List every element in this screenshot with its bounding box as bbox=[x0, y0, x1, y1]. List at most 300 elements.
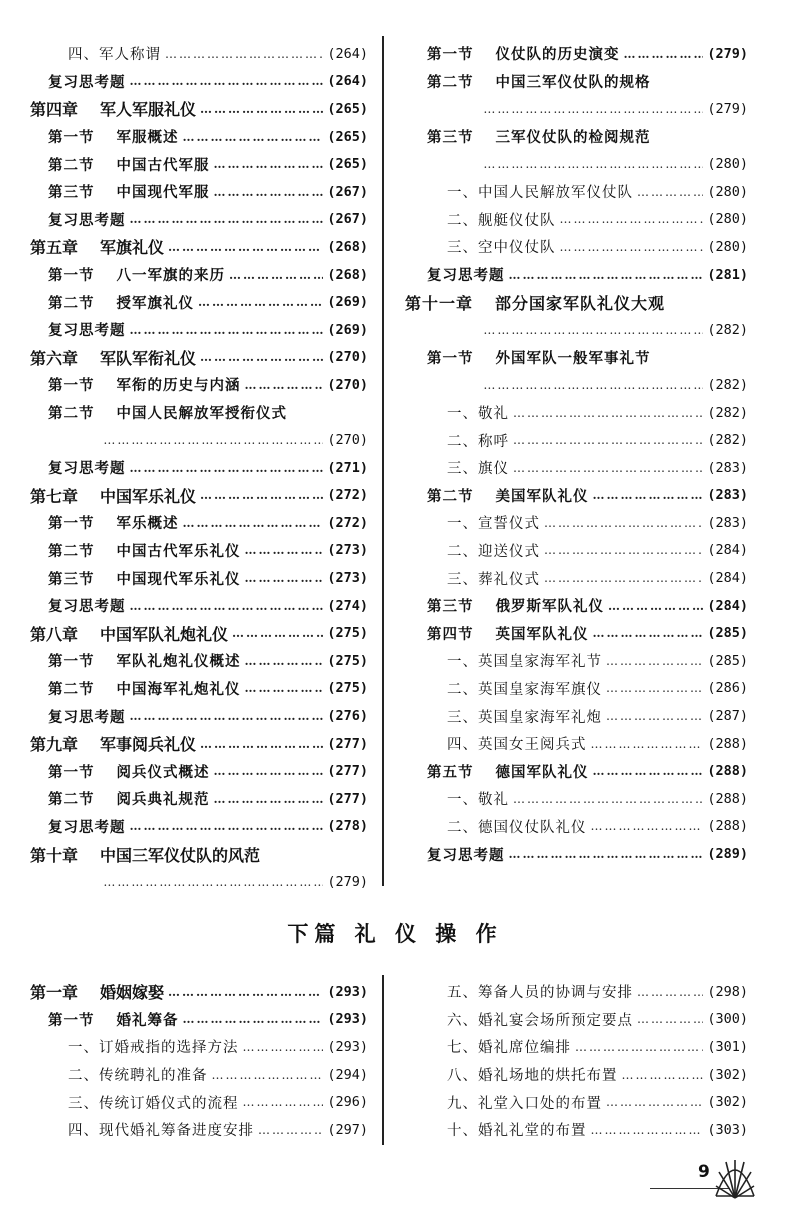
leader-dots bbox=[606, 709, 703, 723]
toc-entry bbox=[405, 730, 748, 758]
leader-dots bbox=[168, 240, 323, 254]
toc-entry bbox=[30, 978, 368, 1006]
toc-page-number: (269) bbox=[327, 321, 368, 338]
toc-entry-title: 一、敬礼 bbox=[447, 406, 509, 423]
toc-page-number: (277) bbox=[327, 763, 368, 780]
toc-entry-number: 第一节 bbox=[427, 349, 474, 367]
toc-entry-title: 部分国家军队礼仪大观 bbox=[495, 293, 666, 313]
toc-entry bbox=[405, 1033, 748, 1061]
toc-entry bbox=[405, 564, 748, 592]
toc-entry bbox=[405, 344, 748, 372]
leader-dots bbox=[183, 1012, 324, 1026]
leader-dots bbox=[637, 985, 703, 999]
leader-dots bbox=[624, 47, 704, 61]
toc-entry-number: 第二节 bbox=[48, 405, 95, 423]
toc-entry-title: 俄罗斯军队礼仪 bbox=[495, 598, 604, 616]
toc-entry bbox=[30, 206, 368, 234]
toc-entry bbox=[405, 454, 748, 482]
toc-entry bbox=[30, 1033, 368, 1061]
toc-page-number: (293) bbox=[327, 1038, 368, 1055]
toc-entry-title: 四、英国女王阅兵式 bbox=[447, 737, 587, 754]
toc-entry bbox=[30, 1116, 368, 1144]
toc-entry-number: 第一节 bbox=[48, 653, 95, 671]
toc-entry bbox=[405, 40, 748, 68]
toc-entry bbox=[30, 288, 368, 316]
toc-page-number: (267) bbox=[327, 211, 368, 228]
toc-entry-number: 第二节 bbox=[427, 73, 474, 91]
toc-entry-title: 婚礼筹备 bbox=[116, 1011, 179, 1029]
toc-entry-number: 第二节 bbox=[427, 487, 474, 505]
toc-page-number: (272) bbox=[327, 514, 368, 531]
leader-dots bbox=[593, 764, 704, 778]
toc-entry bbox=[30, 702, 368, 730]
toc-page-number: (293) bbox=[327, 1011, 368, 1028]
toc-page-number: (288) bbox=[707, 763, 748, 780]
leader-dots bbox=[591, 1123, 704, 1137]
toc-page-number: (294) bbox=[327, 1066, 368, 1083]
toc-entry bbox=[30, 123, 368, 151]
leader-dots bbox=[212, 1068, 324, 1082]
leader-dots bbox=[165, 47, 323, 61]
toc-entry-title: 中国军乐礼仪 bbox=[100, 486, 197, 506]
toc-page-number: (279) bbox=[707, 45, 748, 62]
toc-page-number: (281) bbox=[707, 266, 748, 283]
toc-entry-title: 八一军旗的来历 bbox=[116, 267, 225, 285]
toc-page-number: (264) bbox=[327, 45, 368, 62]
toc-page-number: (277) bbox=[327, 790, 368, 807]
toc-page-number: (271) bbox=[327, 459, 368, 476]
toc-entry bbox=[30, 619, 368, 647]
toc-entry-number: 第一章 bbox=[30, 983, 79, 1003]
toc-page-number: (277) bbox=[327, 735, 368, 752]
toc-entry-title: 军旗礼仪 bbox=[100, 238, 165, 258]
toc-page-number: (280) bbox=[707, 211, 748, 228]
toc-entry-number: 第二节 bbox=[48, 294, 95, 312]
toc-page-number: (265) bbox=[327, 128, 368, 145]
toc-entry-title: 一、宣誓仪式 bbox=[447, 516, 540, 533]
leader-dots bbox=[183, 130, 324, 144]
leader-dots bbox=[198, 295, 323, 309]
toc-entry bbox=[405, 399, 748, 427]
leader-dots bbox=[130, 323, 324, 337]
toc-entry-number: 第五章 bbox=[30, 238, 79, 258]
toc-entry bbox=[30, 1061, 368, 1089]
toc-entry-number: 第一节 bbox=[48, 763, 95, 781]
toc-entry-number: 第一节 bbox=[48, 515, 95, 533]
toc-entry bbox=[405, 619, 748, 647]
toc-entry-title: 德国军队礼仪 bbox=[495, 763, 589, 781]
leader-dots bbox=[560, 240, 704, 254]
leader-dots bbox=[593, 626, 704, 640]
toc-entry-number: 第三节 bbox=[48, 570, 95, 588]
toc-entry-title: 中国现代军乐礼仪 bbox=[116, 570, 241, 588]
toc-page-number: (269) bbox=[327, 294, 368, 311]
leader-dots bbox=[591, 819, 704, 833]
toc-entry bbox=[30, 757, 368, 785]
toc-entry bbox=[405, 482, 748, 510]
toc-entry bbox=[30, 537, 368, 565]
toc-page-number: (267) bbox=[327, 183, 368, 200]
toc-entry bbox=[405, 1061, 748, 1089]
toc-entry bbox=[30, 785, 368, 813]
toc-page-number: (286) bbox=[707, 680, 748, 697]
toc-page-number: (285) bbox=[707, 652, 748, 669]
toc-page-number: (275) bbox=[327, 625, 368, 642]
toc-entry-number: 第二节 bbox=[48, 542, 95, 560]
toc-entry-title: 一、敬礼 bbox=[447, 792, 509, 809]
toc-entry-number: 第一节 bbox=[48, 377, 95, 395]
leader-dots bbox=[513, 461, 703, 475]
leader-dots bbox=[544, 516, 703, 530]
toc-entry bbox=[30, 454, 368, 482]
toc-entry bbox=[30, 233, 368, 261]
toc-entry bbox=[30, 399, 368, 427]
toc-entry-title: 二、称呼 bbox=[447, 433, 509, 450]
toc-entry bbox=[30, 509, 368, 537]
toc-entry bbox=[30, 1006, 368, 1034]
toc-entry bbox=[405, 785, 748, 813]
toc-page-number: (280) bbox=[707, 156, 748, 173]
toc-entry-title: 一、中国人民解放军仪仗队 bbox=[447, 185, 633, 202]
toc-column-bottom-right bbox=[405, 978, 748, 1144]
shell-ornament-icon bbox=[712, 1150, 758, 1202]
leader-dots bbox=[606, 1095, 703, 1109]
leader-dots bbox=[229, 268, 323, 282]
leader-dots bbox=[591, 737, 704, 751]
toc-entry-title: 美国军队礼仪 bbox=[495, 487, 589, 505]
toc-entry-title: 五、筹备人员的协调与安排 bbox=[447, 985, 633, 1002]
toc-page-number: (296) bbox=[327, 1094, 368, 1111]
toc-page-number: (288) bbox=[707, 818, 748, 835]
toc-page-number: (280) bbox=[707, 238, 748, 255]
toc-entry-title: 军队礼炮礼仪概述 bbox=[116, 653, 241, 671]
toc-entry bbox=[405, 647, 748, 675]
toc-entry bbox=[405, 840, 748, 868]
toc-entry bbox=[405, 813, 748, 841]
leader-dots bbox=[200, 488, 323, 502]
toc-page-number: (280) bbox=[707, 183, 748, 200]
leader-dots bbox=[200, 350, 323, 364]
toc-entry-number: 第一节 bbox=[48, 267, 95, 285]
leader-dots bbox=[200, 102, 323, 116]
toc-page-number: (288) bbox=[707, 735, 748, 752]
toc-entry bbox=[30, 840, 368, 868]
leader-dots bbox=[513, 406, 703, 420]
toc-page-number: (282) bbox=[707, 404, 748, 421]
toc-entry bbox=[405, 233, 748, 261]
toc-page-number: (264) bbox=[327, 73, 368, 90]
leader-dots bbox=[183, 516, 324, 530]
toc-entry-title: 复习思考题 bbox=[48, 708, 126, 726]
leader-dots bbox=[243, 1040, 324, 1054]
toc-entry-number: 第十一章 bbox=[405, 293, 474, 313]
toc-entry bbox=[30, 730, 368, 758]
toc-entry bbox=[30, 95, 368, 123]
toc-page-number: (302) bbox=[707, 1094, 748, 1111]
toc-entry-title: 军服概述 bbox=[116, 129, 179, 147]
toc-entry-title: 复习思考题 bbox=[48, 73, 126, 91]
toc-page-number: (282) bbox=[707, 376, 748, 393]
toc-page-number: (268) bbox=[327, 238, 368, 255]
toc-entry bbox=[30, 261, 368, 289]
leader-dots bbox=[214, 157, 324, 171]
toc-entry-number: 第七章 bbox=[30, 486, 79, 506]
toc-page-number: (298) bbox=[707, 983, 748, 1000]
toc-entry-title: 三、葬礼仪式 bbox=[447, 571, 540, 588]
leader-dots bbox=[130, 819, 324, 833]
toc-page-number: (289) bbox=[707, 846, 748, 863]
leader-dots bbox=[245, 543, 324, 557]
toc-entry-title: 军衔的历史与内涵 bbox=[116, 377, 241, 395]
toc-entry-title: 授军旗礼仪 bbox=[116, 294, 194, 312]
toc-entry bbox=[30, 40, 368, 68]
toc-entry-title: 复习思考题 bbox=[427, 846, 505, 864]
leader-dots bbox=[483, 157, 703, 171]
leader-dots bbox=[575, 1040, 703, 1054]
leader-dots bbox=[168, 985, 323, 999]
toc-continuation-line bbox=[30, 426, 368, 454]
toc-entry-title: 三、传统订婚仪式的流程 bbox=[68, 1095, 239, 1112]
toc-page-number: (287) bbox=[707, 708, 748, 725]
toc-entry bbox=[30, 647, 368, 675]
leader-dots bbox=[637, 1012, 703, 1026]
toc-entry-title: 三、英国皇家海军礼炮 bbox=[447, 709, 602, 726]
toc-entry-title: 二、英国皇家海军旗仪 bbox=[447, 681, 602, 698]
toc-entry-title: 中国现代军服 bbox=[116, 184, 210, 202]
toc-page-number: (276) bbox=[327, 708, 368, 725]
toc-entry-title: 中国海军礼炮礼仪 bbox=[116, 680, 241, 698]
toc-entry-number: 第二节 bbox=[48, 680, 95, 698]
page-footer bbox=[650, 1150, 760, 1210]
toc-entry bbox=[30, 344, 368, 372]
toc-entry-title: 二、迎送仪式 bbox=[447, 543, 540, 560]
leader-dots bbox=[245, 378, 324, 392]
toc-entry-number: 第四章 bbox=[30, 100, 79, 120]
toc-page-number: (279) bbox=[707, 100, 748, 117]
toc-entry-number: 第一节 bbox=[48, 1011, 95, 1029]
column-divider-bottom bbox=[382, 975, 384, 1145]
toc-column-top-right bbox=[405, 40, 748, 868]
toc-entry-title: 十、婚礼礼堂的布置 bbox=[447, 1123, 587, 1140]
toc-entry-number: 第三节 bbox=[427, 598, 474, 616]
leader-dots bbox=[130, 74, 324, 88]
toc-entry-title: 复习思考题 bbox=[48, 598, 126, 616]
toc-page-number: (284) bbox=[707, 570, 748, 587]
toc-continuation-line bbox=[405, 150, 748, 178]
toc-column-top-left bbox=[30, 40, 368, 895]
toc-continuation-line bbox=[405, 371, 748, 399]
leader-dots bbox=[245, 571, 324, 585]
toc-entry bbox=[405, 1006, 748, 1034]
toc-entry bbox=[30, 564, 368, 592]
toc-page-number: (272) bbox=[327, 487, 368, 504]
toc-entry-title: 阅兵典礼规范 bbox=[116, 791, 210, 809]
toc-entry-title: 外国军队一般军事礼节 bbox=[495, 349, 651, 367]
toc-entry bbox=[405, 178, 748, 206]
toc-page-number: (265) bbox=[327, 100, 368, 117]
toc-entry bbox=[30, 178, 368, 206]
leader-dots bbox=[622, 1068, 704, 1082]
toc-entry bbox=[30, 316, 368, 344]
toc-entry-title: 中国三军仪仗队的风范 bbox=[100, 845, 261, 865]
toc-entry bbox=[405, 1116, 748, 1144]
toc-entry bbox=[30, 1088, 368, 1116]
leader-dots bbox=[103, 433, 323, 447]
toc-page-number: (301) bbox=[707, 1038, 748, 1055]
toc-entry bbox=[30, 592, 368, 620]
toc-page-number: (283) bbox=[707, 514, 748, 531]
toc-page-number: (283) bbox=[707, 459, 748, 476]
toc-page-number: (278) bbox=[327, 818, 368, 835]
toc-entry-number: 第六章 bbox=[30, 348, 79, 368]
toc-entry-number: 第二节 bbox=[48, 791, 95, 809]
toc-page-number: (265) bbox=[327, 156, 368, 173]
toc-entry bbox=[405, 757, 748, 785]
toc-page-number: (275) bbox=[327, 680, 368, 697]
toc-entry-number: 第五节 bbox=[427, 763, 474, 781]
toc-entry-number: 第四节 bbox=[427, 625, 474, 643]
toc-entry bbox=[30, 813, 368, 841]
toc-entry-number: 第三节 bbox=[427, 129, 474, 147]
toc-continuation-line bbox=[405, 316, 748, 344]
toc-entry-title: 四、军人称谓 bbox=[68, 47, 161, 64]
toc-entry bbox=[30, 68, 368, 96]
page-number: 9 bbox=[698, 1162, 710, 1182]
toc-entry-title: 一、订婚戒指的选择方法 bbox=[68, 1040, 239, 1057]
toc-entry bbox=[405, 675, 748, 703]
leader-dots bbox=[509, 847, 704, 861]
toc-entry bbox=[405, 509, 748, 537]
toc-page-number: (274) bbox=[327, 597, 368, 614]
toc-page-number: (270) bbox=[327, 349, 368, 366]
toc-entry-title: 仪仗队的历史演变 bbox=[495, 46, 620, 64]
toc-entry-title: 阅兵仪式概述 bbox=[116, 763, 210, 781]
toc-entry-title: 三军仪仗队的检阅规范 bbox=[495, 129, 651, 147]
toc-entry-title: 二、传统聘礼的准备 bbox=[68, 1068, 208, 1085]
toc-page-number: (282) bbox=[707, 321, 748, 338]
toc-entry-title: 二、舰艇仪仗队 bbox=[447, 212, 556, 229]
toc-entry-title: 复习思考题 bbox=[427, 267, 505, 285]
leader-dots bbox=[560, 212, 704, 226]
leader-dots bbox=[509, 268, 704, 282]
toc-entry-title: 复习思考题 bbox=[48, 322, 126, 340]
leader-dots bbox=[130, 599, 324, 613]
leader-dots bbox=[544, 571, 703, 585]
toc-entry bbox=[30, 371, 368, 399]
leader-dots bbox=[483, 323, 703, 337]
leader-dots bbox=[593, 488, 704, 502]
leader-dots bbox=[214, 792, 324, 806]
toc-entry-title: 婚姻嫁娶 bbox=[100, 983, 165, 1003]
leader-dots bbox=[130, 461, 324, 475]
leader-dots bbox=[483, 102, 703, 116]
toc-entry-title: 三、空中仪仗队 bbox=[447, 240, 556, 257]
toc-entry-number: 第九章 bbox=[30, 735, 79, 755]
toc-entry-number: 第一节 bbox=[48, 129, 95, 147]
leader-dots bbox=[483, 378, 703, 392]
column-divider-top bbox=[382, 36, 384, 886]
toc-entry-number: 第三节 bbox=[48, 184, 95, 202]
leader-dots bbox=[606, 654, 703, 668]
toc-entry-title: 军事阅兵礼仪 bbox=[100, 735, 197, 755]
toc-entry-title: 复习思考题 bbox=[48, 818, 126, 836]
toc-entry-title: 七、婚礼席位编排 bbox=[447, 1040, 571, 1057]
toc-page-number: (284) bbox=[707, 597, 748, 614]
toc-entry-title: 六、婚礼宴会场所预定要点 bbox=[447, 1012, 633, 1029]
toc-page-number: (270) bbox=[327, 432, 368, 449]
toc-page-number: (300) bbox=[707, 1011, 748, 1028]
toc-page-number: (283) bbox=[707, 487, 748, 504]
toc-page-number: (284) bbox=[707, 542, 748, 559]
leader-dots bbox=[130, 212, 324, 226]
leader-dots bbox=[243, 1095, 324, 1109]
leader-dots bbox=[214, 185, 324, 199]
leader-dots bbox=[200, 737, 323, 751]
toc-page-number: (268) bbox=[327, 266, 368, 283]
leader-dots bbox=[130, 709, 324, 723]
toc-entry-title: 三、旗仪 bbox=[447, 461, 509, 478]
toc-entry bbox=[30, 675, 368, 703]
toc-page-number: (285) bbox=[707, 625, 748, 642]
toc-entry-number: 第一节 bbox=[427, 46, 474, 64]
toc-page-number: (293) bbox=[327, 983, 368, 1000]
toc-entry bbox=[405, 978, 748, 1006]
toc-page-number: (279) bbox=[327, 873, 368, 890]
leader-dots bbox=[608, 599, 703, 613]
leader-dots bbox=[606, 681, 703, 695]
toc-entry bbox=[30, 482, 368, 510]
leader-dots bbox=[544, 543, 703, 557]
toc-page-number: (303) bbox=[707, 1121, 748, 1138]
toc-entry-title: 九、礼堂入口处的布置 bbox=[447, 1095, 602, 1112]
toc-entry-title: 中国古代军服 bbox=[116, 156, 210, 174]
leader-dots bbox=[513, 433, 703, 447]
toc-entry bbox=[405, 68, 748, 96]
toc-entry-title: 军人军服礼仪 bbox=[100, 100, 197, 120]
toc-entry-title: 一、英国皇家海军礼节 bbox=[447, 654, 602, 671]
section-heading: 下篇 礼 仪 操 作 bbox=[287, 922, 503, 946]
toc-entry bbox=[30, 150, 368, 178]
toc-entry-title: 中国军队礼炮礼仪 bbox=[100, 624, 229, 644]
leader-dots bbox=[214, 764, 324, 778]
leader-dots bbox=[245, 654, 324, 668]
toc-page-number: (297) bbox=[327, 1121, 368, 1138]
toc-entry bbox=[405, 123, 748, 151]
leader-dots bbox=[245, 681, 324, 695]
toc-entry-title: 八、婚礼场地的烘托布置 bbox=[447, 1068, 618, 1085]
leader-dots bbox=[258, 1123, 323, 1137]
toc-page-number: (273) bbox=[327, 570, 368, 587]
toc-entry-title: 军乐概述 bbox=[116, 515, 179, 533]
toc-page-number: (273) bbox=[327, 542, 368, 559]
toc-continuation-line bbox=[405, 95, 748, 123]
toc-entry-title: 中国古代军乐礼仪 bbox=[116, 542, 241, 560]
toc-entry-title: 军队军衔礼仪 bbox=[100, 348, 197, 368]
toc-entry-title: 英国军队礼仪 bbox=[495, 625, 589, 643]
toc-page-number: (282) bbox=[707, 432, 748, 449]
toc-entry-number: 第八章 bbox=[30, 624, 79, 644]
toc-entry-title: 二、德国仪仗队礼仪 bbox=[447, 819, 587, 836]
toc-entry bbox=[405, 592, 748, 620]
toc-entry-title: 复习思考题 bbox=[48, 211, 126, 229]
toc-page-number: (302) bbox=[707, 1066, 748, 1083]
toc-entry bbox=[405, 206, 748, 234]
toc-entry-number: 第十章 bbox=[30, 845, 79, 865]
leader-dots bbox=[513, 792, 703, 806]
toc-page-number: (270) bbox=[327, 376, 368, 393]
leader-dots bbox=[232, 626, 323, 640]
toc-entry bbox=[405, 426, 748, 454]
